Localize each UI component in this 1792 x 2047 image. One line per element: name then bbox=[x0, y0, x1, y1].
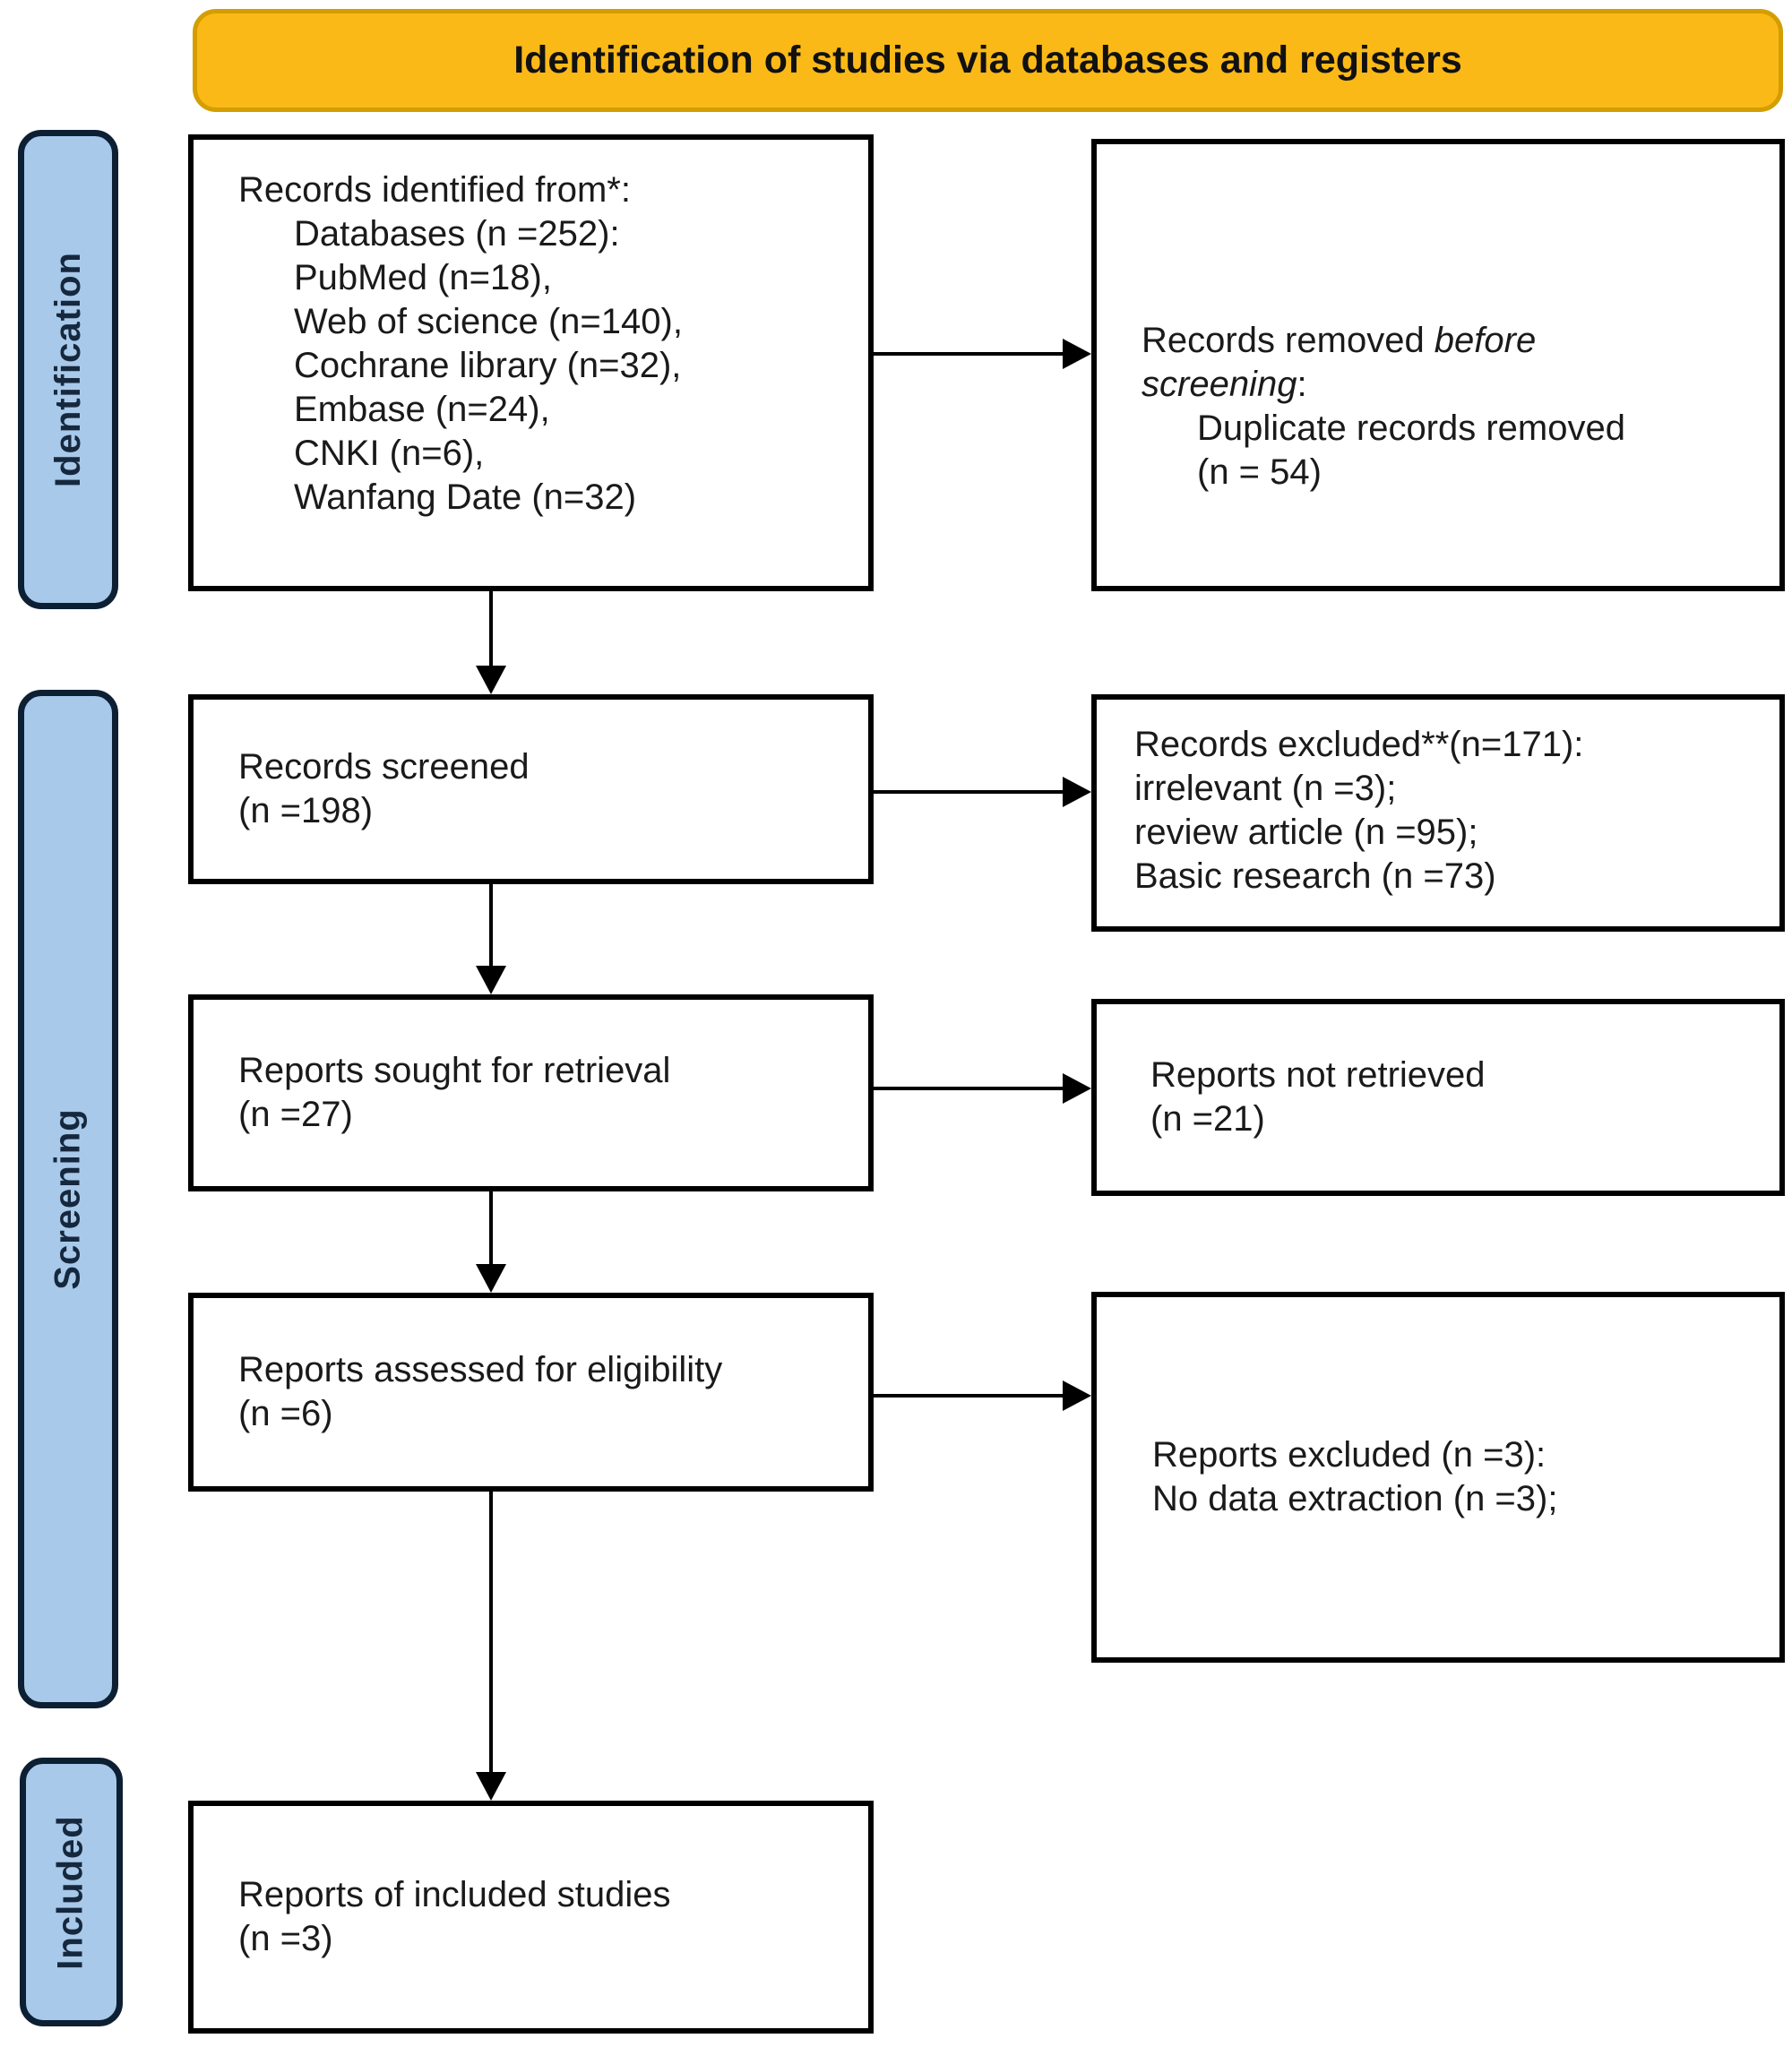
arrow-screened-to-sought bbox=[476, 884, 506, 994]
records-removed-item: (n = 54) bbox=[1197, 452, 1322, 492]
arrow-line bbox=[874, 1087, 1066, 1090]
reports-not-retrieved-count: (n =21) bbox=[1150, 1099, 1265, 1139]
arrow-sought-to-not-retrieved bbox=[874, 1073, 1091, 1104]
reports-included-label: Reports of included studies bbox=[238, 1875, 671, 1914]
arrowhead-down-icon bbox=[476, 966, 506, 994]
reports-not-retrieved-label: Reports not retrieved bbox=[1150, 1055, 1486, 1095]
arrow-sought-to-assessed bbox=[476, 1191, 506, 1293]
records-excluded-item: irrelevant (n =3); bbox=[1134, 769, 1397, 808]
records-identified-item: CNKI (n=6), bbox=[294, 434, 485, 473]
arrow-identified-to-removed bbox=[874, 339, 1091, 369]
arrow-line bbox=[874, 1394, 1066, 1398]
arrow-line bbox=[874, 352, 1066, 356]
records-identified-item: Web of science (n=140), bbox=[294, 302, 683, 341]
records-excluded-item: Basic research (n =73) bbox=[1134, 856, 1496, 896]
box-reports-assessed bbox=[188, 1293, 874, 1492]
arrowhead-right-icon bbox=[1063, 339, 1091, 369]
stage-label-screening-text: Screening bbox=[47, 1108, 88, 1290]
records-removed-item: Duplicate records removed bbox=[1197, 409, 1625, 448]
box-reports-sought bbox=[188, 994, 874, 1191]
arrow-assessed-to-included bbox=[476, 1492, 506, 1801]
arrow-line bbox=[489, 591, 493, 676]
arrow-identified-to-screened bbox=[476, 591, 506, 694]
records-identified-item: Databases (n =252): bbox=[294, 214, 620, 254]
stage-label-included-text: Included bbox=[51, 1814, 91, 1970]
records-removed-heading bbox=[1142, 319, 1607, 407]
stage-label-identification bbox=[18, 130, 118, 609]
records-removed-heading-emphasis: before screening bbox=[1142, 321, 1537, 404]
arrowhead-down-icon bbox=[476, 1772, 506, 1801]
records-excluded-heading: Records excluded**(n=171): bbox=[1134, 725, 1584, 764]
box-reports-included bbox=[188, 1801, 874, 2034]
box-records-screened bbox=[188, 694, 874, 884]
reports-sought-count: (n =27) bbox=[238, 1095, 353, 1134]
arrowhead-down-icon bbox=[476, 666, 506, 694]
arrow-line bbox=[489, 1492, 493, 1783]
box-reports-excluded bbox=[1091, 1292, 1785, 1663]
records-removed-heading-pre: Records removed bbox=[1142, 321, 1434, 360]
arrow-assessed-to-excluded bbox=[874, 1380, 1091, 1411]
arrow-screened-to-excluded bbox=[874, 777, 1091, 807]
reports-assessed-count: (n =6) bbox=[238, 1394, 333, 1433]
box-records-identified bbox=[188, 134, 874, 591]
stage-label-included bbox=[20, 1758, 123, 2026]
arrowhead-down-icon bbox=[476, 1264, 506, 1293]
header-banner-label: Identification of studies via databases and registers bbox=[513, 39, 1462, 82]
records-screened-label: Records screened bbox=[238, 747, 530, 787]
records-identified-item: PubMed (n=18), bbox=[294, 258, 552, 297]
reports-sought-label: Reports sought for retrieval bbox=[238, 1051, 671, 1090]
records-identified-heading: Records identified from*: bbox=[238, 170, 631, 210]
arrowhead-right-icon bbox=[1063, 1073, 1091, 1104]
records-identified-item: Embase (n=24), bbox=[294, 390, 550, 429]
arrow-line bbox=[489, 884, 493, 976]
reports-included-count: (n =3) bbox=[238, 1919, 333, 1958]
records-removed-heading-post: : bbox=[1297, 365, 1307, 404]
records-excluded-item: review article (n =95); bbox=[1134, 813, 1478, 852]
box-records-excluded bbox=[1091, 694, 1785, 932]
arrowhead-right-icon bbox=[1063, 777, 1091, 807]
stage-label-screening bbox=[18, 690, 118, 1708]
box-records-removed bbox=[1091, 139, 1785, 591]
box-reports-not-retrieved bbox=[1091, 999, 1785, 1196]
records-identified-item: Cochrane library (n=32), bbox=[294, 346, 682, 385]
stage-label-identification-text: Identification bbox=[47, 252, 88, 487]
records-identified-item: Wanfang Date (n=32) bbox=[294, 477, 637, 517]
reports-assessed-label: Reports assessed for eligibility bbox=[238, 1350, 723, 1389]
reports-excluded-item: No data extraction (n =3); bbox=[1152, 1479, 1558, 1518]
records-screened-count: (n =198) bbox=[238, 791, 374, 830]
arrow-line bbox=[874, 790, 1066, 794]
arrowhead-right-icon bbox=[1063, 1380, 1091, 1411]
header-banner bbox=[193, 9, 1783, 112]
reports-excluded-heading: Reports excluded (n =3): bbox=[1152, 1435, 1546, 1475]
arrow-line bbox=[489, 1191, 493, 1275]
